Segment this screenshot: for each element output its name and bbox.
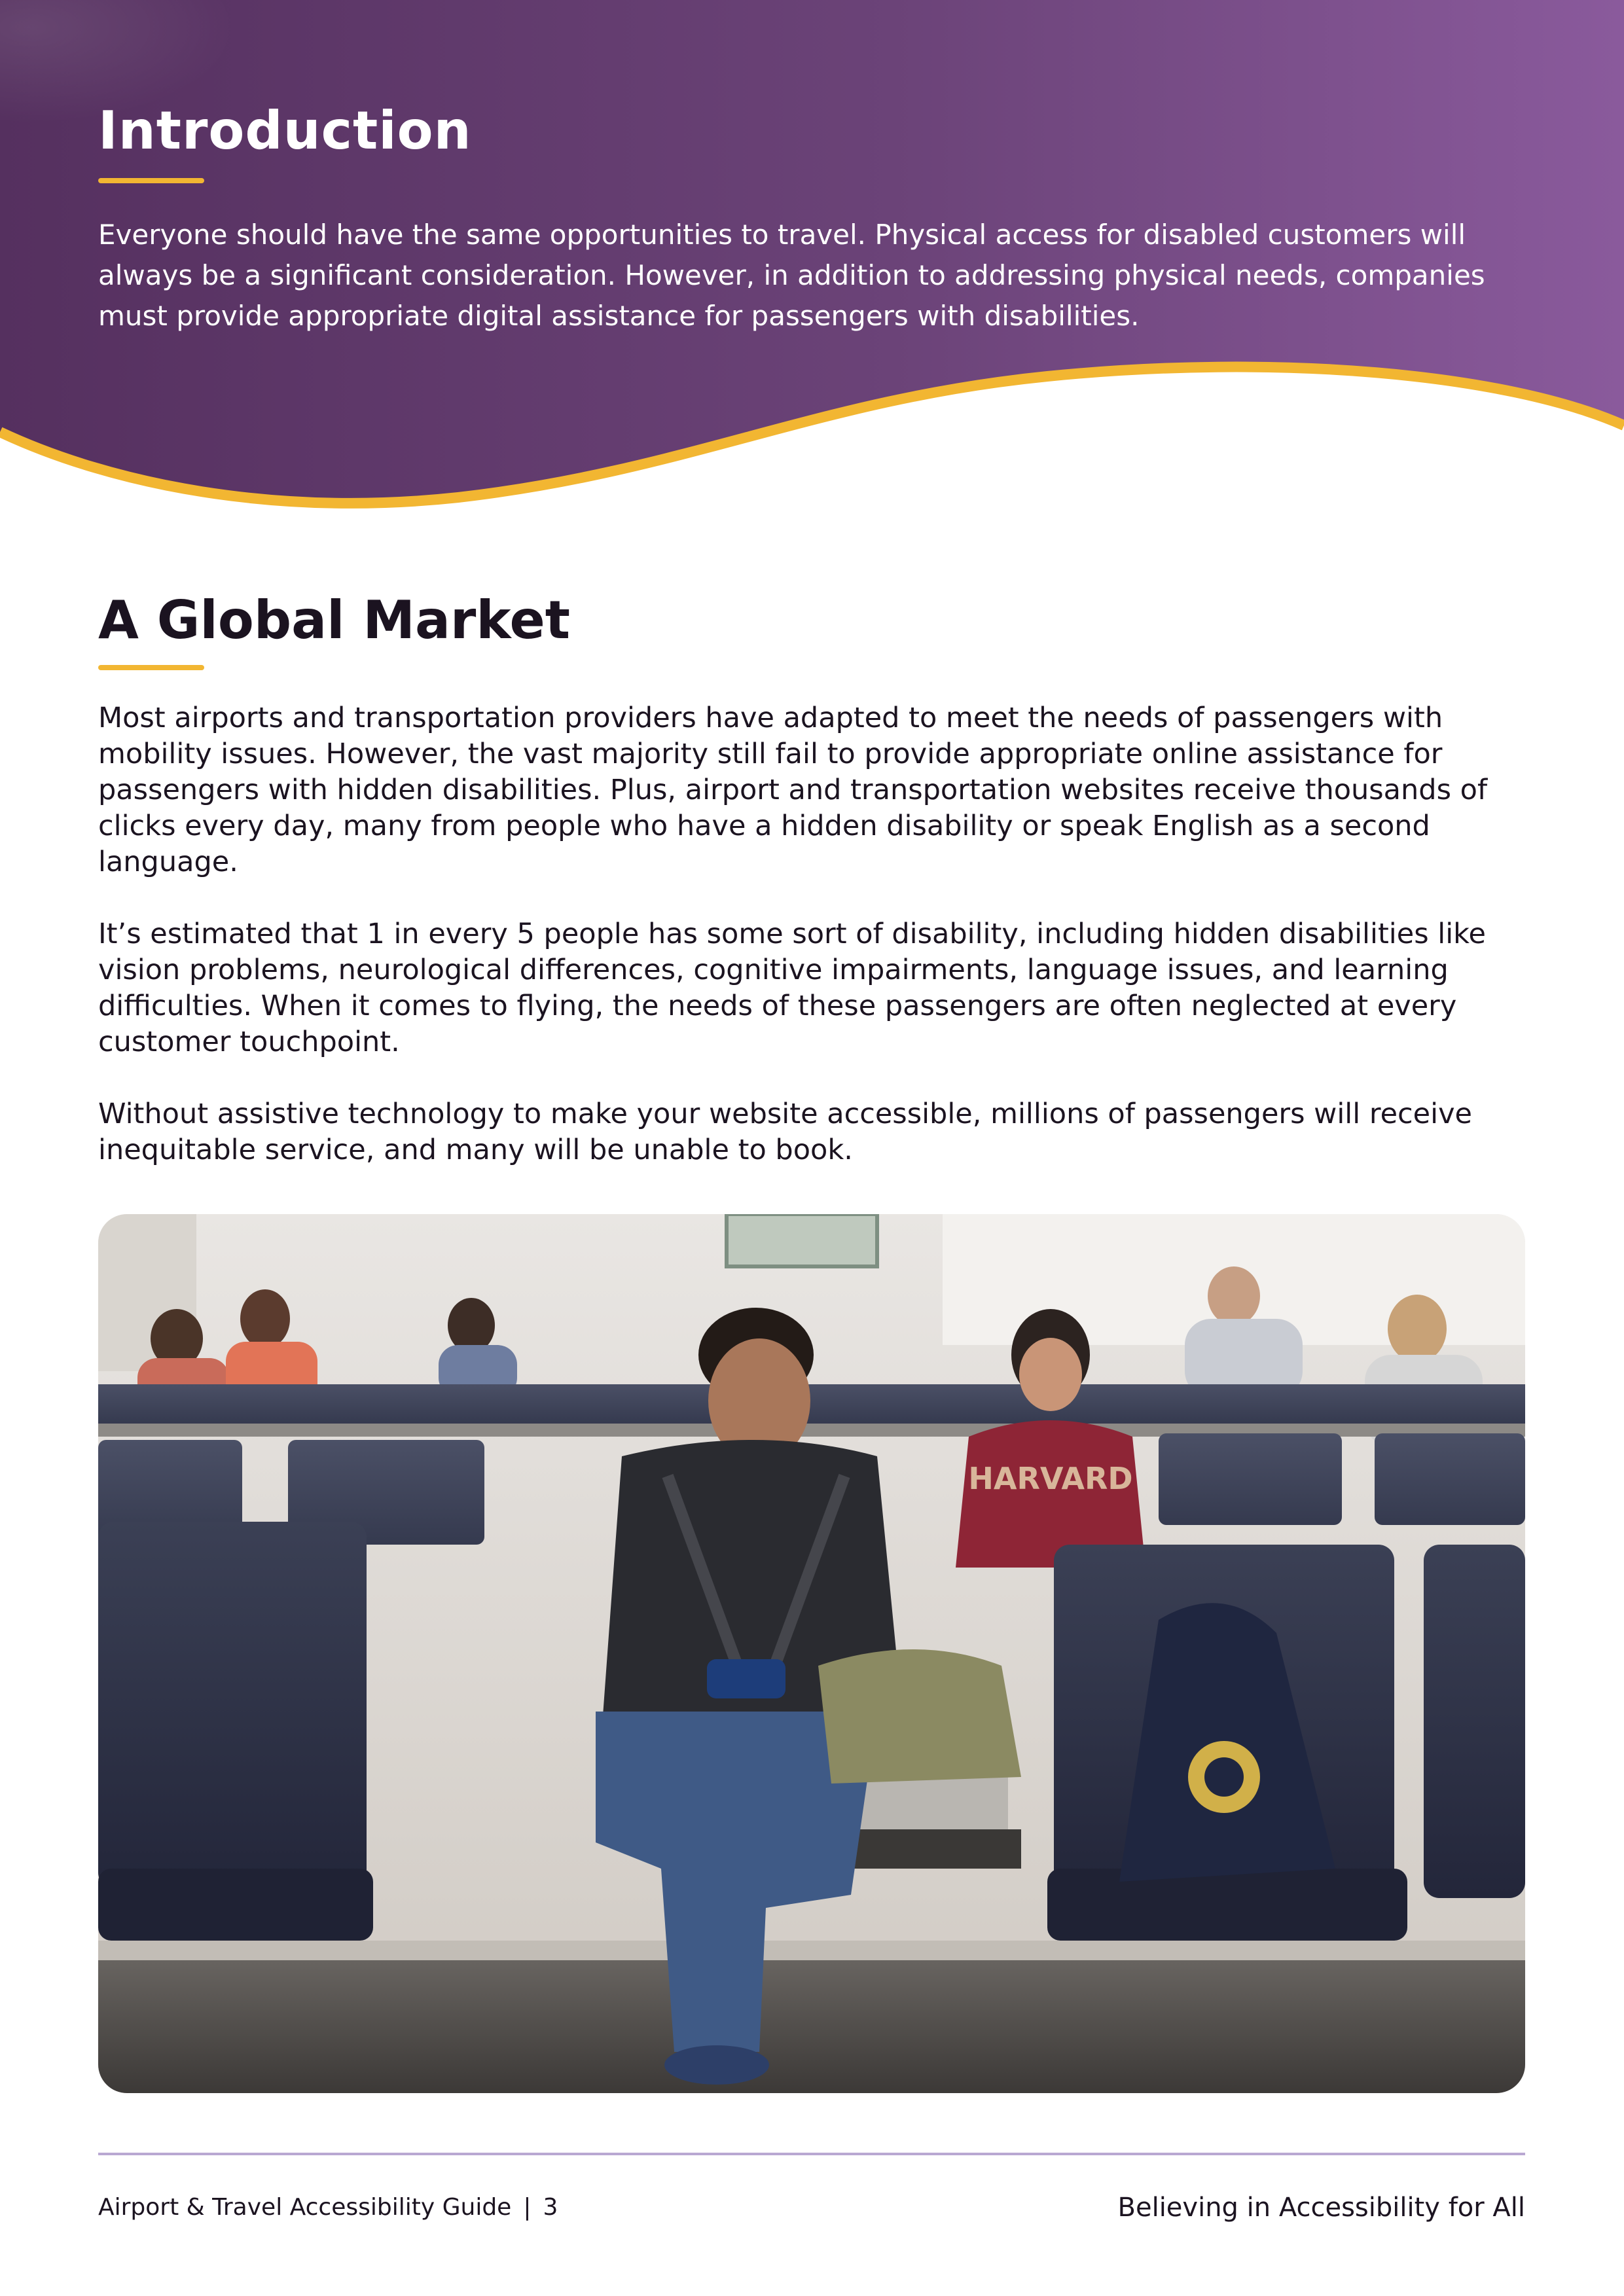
footer-page-number: 3 — [543, 2194, 558, 2221]
introduction-section — [98, 98, 1525, 336]
footer-separator: | — [523, 2194, 532, 2221]
market-paragraph-2: It’s estimated that 1 in every 5 people has some sort of disability, including hidden disabilities like vision problems, neurological differences, cognitive impairments, language issues, and learning difficulties. When it comes to flying, the needs of these passengers are often neglected at every customer touchpoint. — [98, 918, 1486, 1058]
introduction-heading: Introduction — [98, 100, 472, 161]
heading-underline — [98, 178, 204, 183]
footer-divider — [98, 2153, 1525, 2155]
hoodie-print-text: HARVARD — [968, 1461, 1133, 1496]
footer-tagline: Believing in Accessibility for All — [1117, 2193, 1525, 2223]
introduction-paragraph: Everyone should have the same opportunities to travel. Physical access for disabled customers will always be a significant consideration. However, in addition to addressing physical needs, companies must provide appropriate digital assistance for passengers with disabilities. — [98, 219, 1485, 332]
footer-guide-info — [98, 2193, 558, 2223]
footer-guide-title: Airport & Travel Accessibility Guide — [98, 2194, 512, 2221]
airport-lounge-photo — [98, 1214, 1525, 2093]
global-market-heading: A Global Market — [98, 590, 570, 651]
global-market-section — [98, 588, 1525, 1168]
heading-underline — [98, 665, 204, 670]
market-paragraph-1: Most airports and transportation providers have adapted to meet the needs of passengers with mobility issues. However, the vast majority still fail to provide appropriate online assistance for passengers with hidden disabilities. Plus, airport and transportation websites receive thousands of clicks every day, many from people who have a hidden disability or speak English as a second language. — [98, 702, 1488, 878]
market-paragraph-3: Without assistive technology to make your website accessible, millions of passengers will receive inequitable service, and many will be unable to book. — [98, 1098, 1472, 1166]
